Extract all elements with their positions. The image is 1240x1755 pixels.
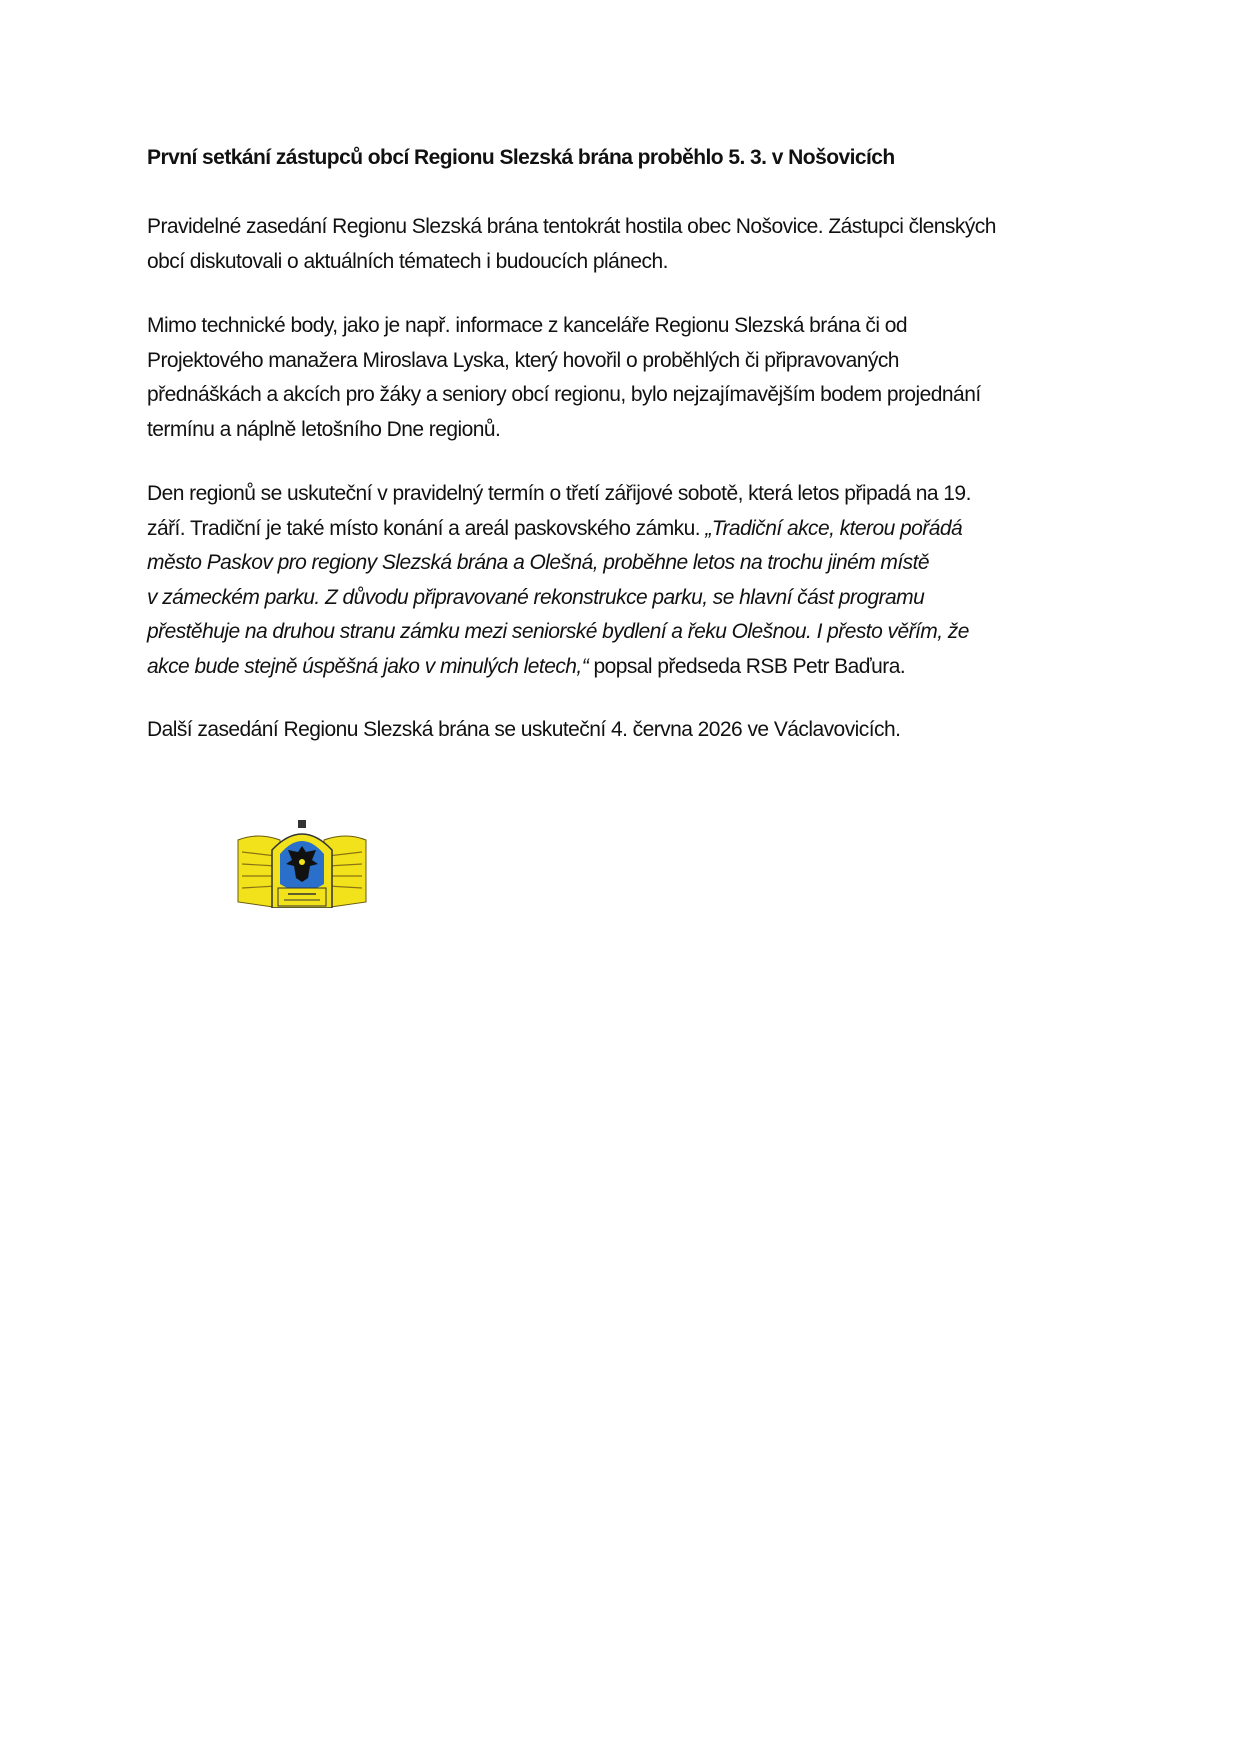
quote-line: město Paskov pro regiony Slezská brána a Olešná, proběhne letos na trochu jiném místě [147,551,930,574]
paragraph-next-meeting: Další zasedání Regionu Slezská brána se uskuteční 4. června 2026 ve Václavovicích. [147,718,901,741]
text-line [147,650,1122,685]
text-line: obcí diskutovali o aktuálních tématech i budoucích plánech. [147,249,668,273]
quote-line: v zámeckém parku. Z důvodu připravované rekonstrukce parku, se hlavní část programu [147,585,925,609]
attribution-text: popsal předseda RSB Petr Baďura. [588,654,906,678]
text-line: Mimo technické body, jako je např. informace z kanceláře Regionu Slezská brána či od [147,314,907,337]
quote-text: akce bude stejně úspěšná jako v minulých letech,“ [147,654,589,678]
paragraph-day-of-regions [147,477,1122,684]
text-line [147,512,1122,547]
quote-text: „Tradiční akce, kterou pořádá [705,516,963,540]
text-line: termínu a náplně letošního Dne regionů. [147,417,501,441]
quote-line: přestěhuje na druhou stranu zámku mezi seniorské bydlení a řeku Olešnou. I přesto věřím, že [147,620,969,643]
paragraph-agenda [147,309,1122,447]
paragraph-intro [147,210,1122,279]
article-title: První setkání zástupců obcí Regionu Slezská brána proběhlo 5. 3. v Nošovicích [147,146,895,169]
text-line: přednáškách a akcích pro žáky a seniory obcí regionu, bylo nejzajímavějším bodem projednání [147,383,981,406]
text-plain: září. Tradiční je také místo konání a areál paskovského zámku. [147,516,706,540]
text-line: Projektového manažera Miroslava Lyska, který hovořil o proběhlých či připravovaných [147,348,899,372]
text-line: Pravidelné zasedání Regionu Slezská brána tentokrát hostila obec Nošovice. Zástupci členských [147,215,996,238]
region-logo [236,820,368,908]
text-line: Den regionů se uskuteční v pravidelný termín o třetí zářijové sobotě, která letos připadá na 19. [147,482,971,505]
